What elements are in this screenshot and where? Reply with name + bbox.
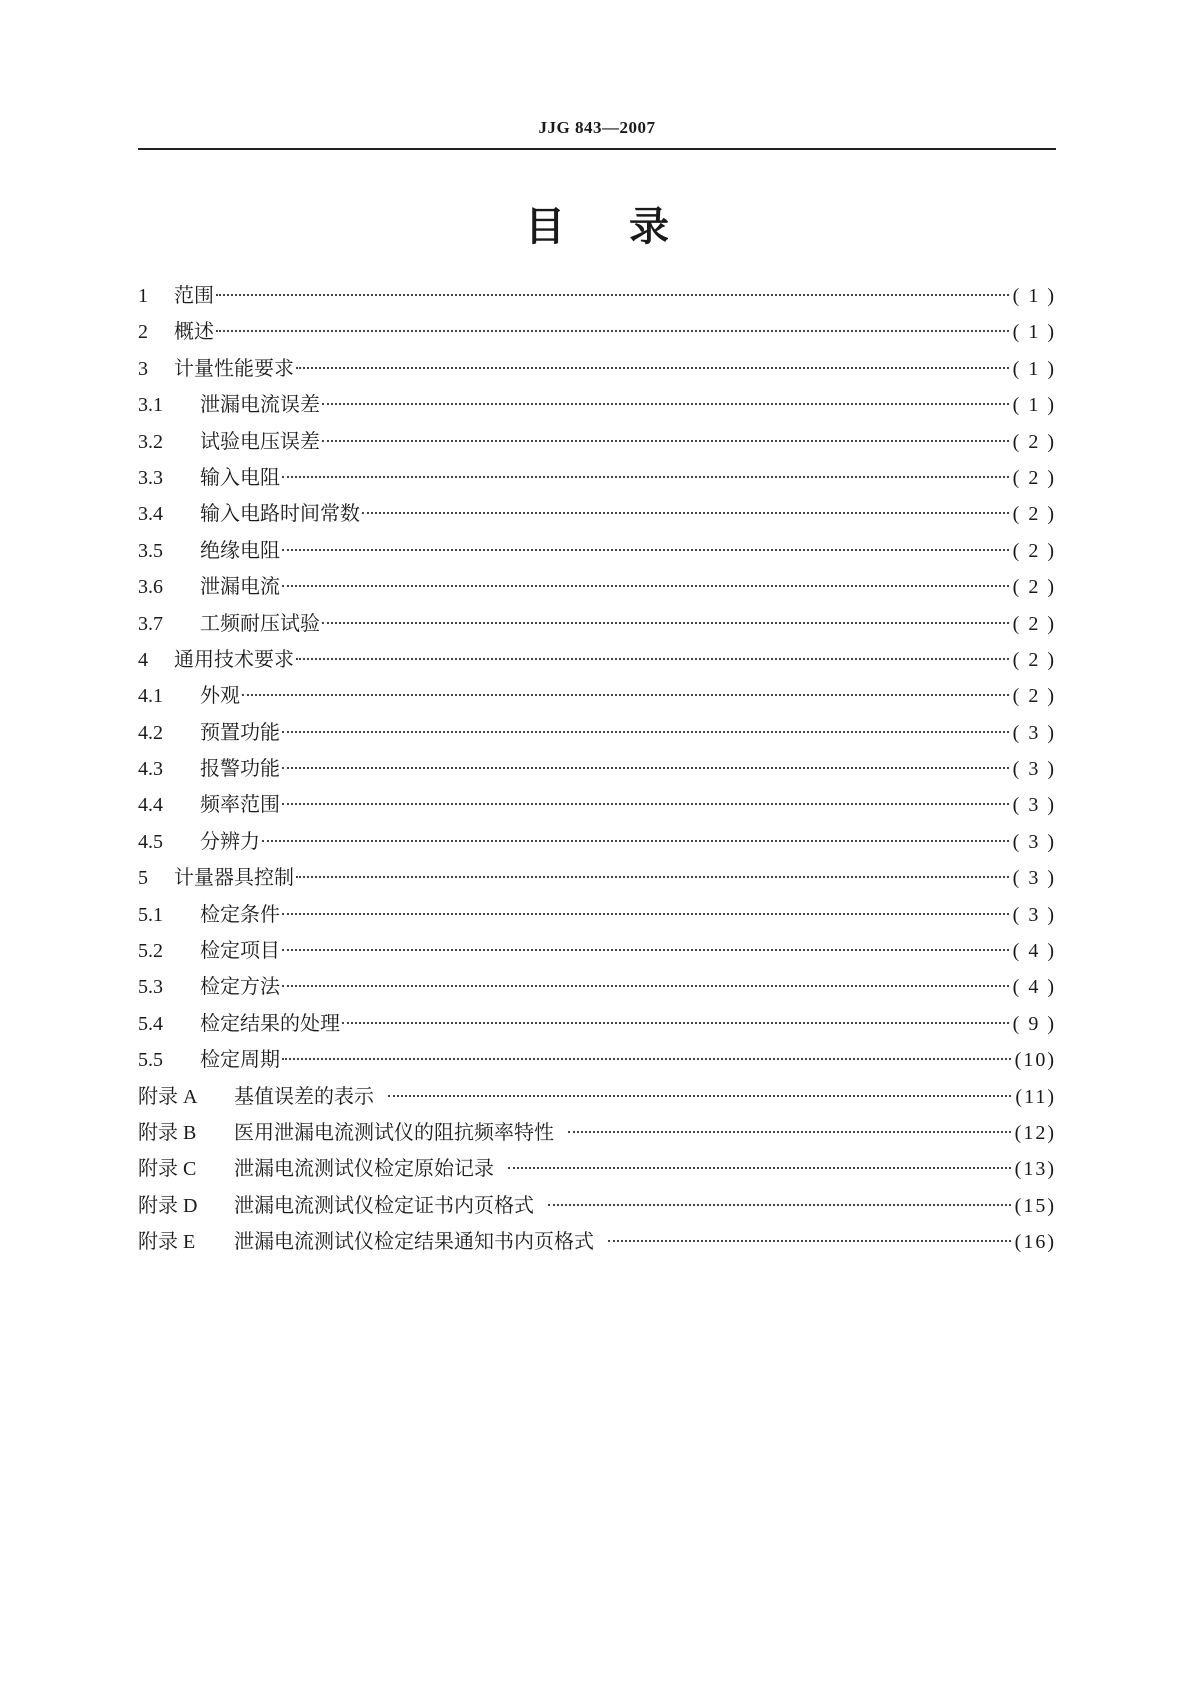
toc-entry[interactable]	[138, 932, 1056, 968]
toc-entry-page: ( 3 )	[1012, 903, 1056, 926]
toc-dot-leader	[216, 294, 1009, 296]
toc-entry[interactable]	[138, 495, 1056, 531]
toc-entry-title: 检定方法	[200, 974, 280, 999]
toc-entry-page: ( 1 )	[1012, 394, 1056, 417]
toc-dot-leader	[262, 840, 1009, 842]
toc-entry-page: ( 9 )	[1012, 1012, 1056, 1035]
toc-entry[interactable]	[138, 1223, 1056, 1259]
toc-entry-title: 试验电压误差	[200, 428, 320, 453]
toc-entry-number: 附录 A	[138, 1085, 198, 1108]
toc-dot-leader	[282, 767, 1009, 769]
toc-entry-title: 泄漏电流测试仪检定原始记录	[234, 1156, 494, 1181]
toc-entry-title: 通用技术要求	[174, 646, 294, 671]
toc-entry-title: 输入电路时间常数	[200, 501, 360, 526]
toc-dot-leader	[296, 367, 1009, 369]
toc-dot-leader	[322, 622, 1009, 624]
toc-entry-number: 5.3	[138, 976, 163, 999]
toc-entry-number: 5.4	[138, 1012, 163, 1035]
toc-entry-page: (13)	[1014, 1158, 1056, 1181]
toc-entry[interactable]	[138, 459, 1056, 495]
toc-entry-page: ( 2 )	[1012, 612, 1056, 635]
toc-entry-title: 预置功能	[200, 719, 280, 744]
header-rule	[138, 148, 1056, 150]
toc-entry-title: 报警功能	[200, 756, 280, 781]
toc-entry-title: 泄漏电流误差	[200, 392, 320, 417]
toc-entry-title: 检定条件	[200, 901, 280, 926]
document-code-header: JJG 843—2007	[538, 118, 656, 137]
toc-entry-page: ( 2 )	[1012, 648, 1056, 671]
toc-entry[interactable]	[138, 1078, 1056, 1114]
toc-entry-page: ( 1 )	[1012, 321, 1056, 344]
toc-entry[interactable]	[138, 1041, 1056, 1077]
toc-entry-title: 基值误差的表示	[234, 1083, 374, 1108]
toc-dot-leader	[282, 913, 1009, 915]
toc-entry[interactable]	[138, 823, 1056, 859]
toc-entry-title: 概述	[174, 319, 214, 344]
toc-entry-page: ( 3 )	[1012, 830, 1056, 853]
toc-dot-leader	[362, 512, 1009, 514]
toc-entry-title: 检定结果的处理	[200, 1010, 340, 1035]
toc-entry-number: 3.5	[138, 539, 163, 562]
toc-entry-number: 2	[138, 321, 148, 344]
toc-dot-leader	[296, 658, 1009, 660]
toc-entry[interactable]	[138, 532, 1056, 568]
toc-entry[interactable]	[138, 714, 1056, 750]
toc-entry-page: ( 4 )	[1012, 976, 1056, 999]
toc-entry-page: ( 2 )	[1012, 685, 1056, 708]
toc-entry-number: 3.7	[138, 612, 163, 635]
toc-entry[interactable]	[138, 1187, 1056, 1223]
toc-entry-number: 3.4	[138, 503, 163, 526]
toc-entry[interactable]	[138, 1114, 1056, 1150]
toc-entry-number: 5.1	[138, 903, 163, 926]
toc-entry[interactable]	[138, 968, 1056, 1004]
toc-dot-leader	[508, 1167, 1011, 1169]
toc-entry-number: 5.2	[138, 940, 163, 963]
toc-entry[interactable]	[138, 677, 1056, 713]
toc-entry-page: ( 2 )	[1012, 430, 1056, 453]
toc-entry-number: 5.5	[138, 1049, 163, 1072]
table-of-contents	[138, 277, 1056, 1260]
toc-dot-leader	[282, 985, 1009, 987]
toc-entry-page: ( 2 )	[1012, 466, 1056, 489]
toc-entry[interactable]	[138, 568, 1056, 604]
toc-entry-number: 4.2	[138, 721, 163, 744]
toc-dot-leader	[282, 476, 1009, 478]
toc-entry-number: 4	[138, 648, 148, 671]
toc-dot-leader	[296, 876, 1009, 878]
toc-entry-number: 3.3	[138, 466, 163, 489]
toc-entry-title: 工频耐压试验	[200, 610, 320, 635]
toc-dot-leader	[608, 1240, 1011, 1242]
toc-entry-title: 分辨力	[200, 828, 260, 853]
toc-dot-leader	[388, 1095, 1011, 1097]
toc-entry-number: 3	[138, 357, 148, 380]
toc-entry-number: 附录 E	[138, 1231, 196, 1254]
toc-entry-number: 附录 D	[138, 1194, 198, 1217]
toc-entry-page: ( 2 )	[1012, 539, 1056, 562]
toc-entry-page: (15)	[1014, 1194, 1056, 1217]
toc-entry-page: (10)	[1014, 1049, 1056, 1072]
toc-entry-page: ( 1 )	[1012, 285, 1056, 307]
toc-entry-page: (12)	[1014, 1121, 1056, 1144]
toc-entry[interactable]	[138, 1150, 1056, 1186]
toc-entry-number: 4.5	[138, 830, 163, 853]
toc-entry[interactable]	[138, 423, 1056, 459]
toc-entry-title: 绝缘电阻	[200, 537, 280, 562]
toc-entry-number: 4.4	[138, 794, 163, 817]
toc-entry-title: 检定周期	[200, 1047, 280, 1072]
toc-entry-title: 检定项目	[200, 938, 280, 963]
toc-entry-number: 5	[138, 867, 148, 890]
toc-entry-number: 4.3	[138, 758, 163, 781]
toc-dot-leader	[282, 1058, 1011, 1060]
toc-dot-leader	[282, 803, 1009, 805]
toc-dot-leader	[282, 731, 1009, 733]
toc-dot-leader	[282, 549, 1009, 551]
toc-entry[interactable]	[138, 605, 1056, 641]
toc-entry-title: 输入电阻	[200, 464, 280, 489]
toc-entry-title: 计量性能要求	[174, 355, 294, 380]
toc-entry[interactable]	[138, 641, 1056, 677]
toc-entry[interactable]	[138, 786, 1056, 822]
toc-entry-page: ( 2 )	[1012, 576, 1056, 599]
toc-entry-title: 泄漏电流测试仪检定证书内页格式	[234, 1192, 534, 1217]
toc-dot-leader	[548, 1204, 1011, 1206]
toc-entry-number: 附录 C	[138, 1158, 197, 1181]
toc-entry[interactable]	[138, 1005, 1056, 1041]
toc-entry[interactable]	[138, 313, 1056, 349]
toc-entry-number: 附录 B	[138, 1121, 197, 1144]
toc-entry-title: 泄漏电流	[200, 574, 280, 599]
toc-entry-page: ( 4 )	[1012, 940, 1056, 963]
toc-entry[interactable]	[138, 896, 1056, 932]
toc-entry-number: 3.1	[138, 394, 163, 417]
toc-entry-page: ( 3 )	[1012, 758, 1056, 781]
toc-entry-title: 频率范围	[200, 792, 280, 817]
toc-dot-leader	[216, 330, 1009, 332]
toc-entry[interactable]	[138, 277, 1056, 313]
toc-entry-page: (11)	[1015, 1085, 1056, 1108]
page-title: 目录	[525, 204, 733, 250]
toc-entry[interactable]	[138, 350, 1056, 386]
toc-dot-leader	[342, 1022, 1009, 1024]
toc-entry-page: (16)	[1014, 1231, 1056, 1254]
toc-entry[interactable]	[138, 859, 1056, 895]
toc-entry-number: 3.2	[138, 430, 163, 453]
toc-entry-title: 泄漏电流测试仪检定结果通知书内页格式	[234, 1229, 594, 1254]
toc-dot-leader	[322, 440, 1009, 442]
toc-entry-page: ( 3 )	[1012, 867, 1056, 890]
toc-entry[interactable]	[138, 750, 1056, 786]
toc-dot-leader	[282, 949, 1009, 951]
toc-entry-page: ( 3 )	[1012, 721, 1056, 744]
toc-entry-title: 医用泄漏电流测试仪的阻抗频率特性	[234, 1119, 554, 1144]
toc-entry-number: 1	[138, 285, 148, 307]
toc-entry-number: 3.6	[138, 576, 163, 599]
toc-entry-title: 外观	[200, 683, 240, 708]
toc-dot-leader	[568, 1131, 1011, 1133]
toc-entry[interactable]	[138, 386, 1056, 422]
toc-entry-page: ( 3 )	[1012, 794, 1056, 817]
toc-entry-title: 范围	[174, 283, 214, 307]
toc-entry-number: 4.1	[138, 685, 163, 708]
toc-dot-leader	[242, 694, 1009, 696]
toc-dot-leader	[282, 585, 1009, 587]
toc-entry-page: ( 2 )	[1012, 503, 1056, 526]
toc-entry-title: 计量器具控制	[174, 865, 294, 890]
toc-dot-leader	[322, 403, 1009, 405]
toc-entry-page: ( 1 )	[1012, 357, 1056, 380]
